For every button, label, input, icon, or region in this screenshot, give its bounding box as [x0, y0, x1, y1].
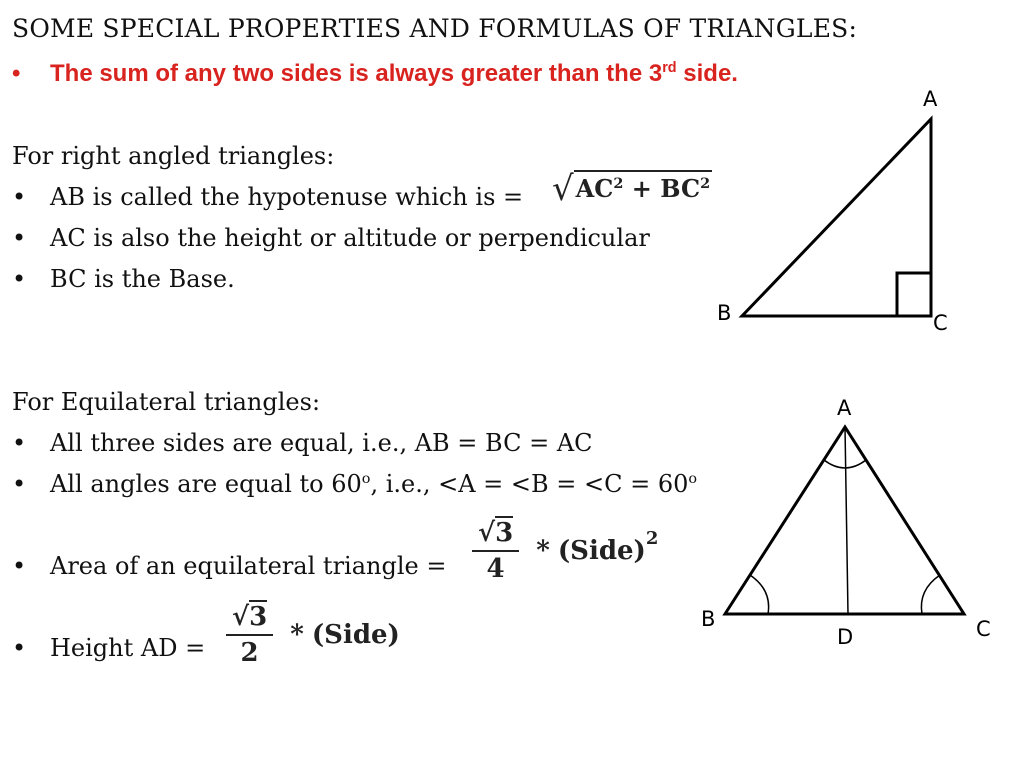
radicand-term-1: AC [575, 174, 614, 203]
area-label: Area of an equilateral triangle = [50, 552, 447, 580]
altitude-item [12, 224, 650, 252]
triangle-inequality-tail: side. [676, 60, 738, 87]
bullet-marker: • [12, 265, 27, 293]
triangle-inequality-text: The sum of any two sides is always greater than the 3 [50, 60, 663, 87]
height-formula [226, 602, 400, 668]
equilateral-heading: For Equilateral triangles: [12, 388, 321, 416]
right-triangle-heading: For right angled triangles: [12, 142, 335, 170]
angles-equal-text-2: , i.e., <A = <B = <C = 60 [370, 470, 689, 498]
bullet-marker: • [12, 429, 27, 457]
radicand-exponent-2: 2 [700, 175, 711, 192]
altitude-line [845, 427, 848, 614]
vertex-label-b: B [701, 607, 716, 631]
hypotenuse-text: AB is called the hypotenuse which is = [50, 183, 524, 211]
base-item [12, 265, 235, 293]
bullet-marker: • [12, 552, 27, 580]
sides-equal-text: All three sides are equal, i.e., AB = BC = AC [50, 429, 593, 457]
bullet-marker: • [12, 60, 21, 87]
hypotenuse-item [12, 183, 523, 211]
radical-sign: √ [552, 169, 574, 209]
multiply-operator: * [536, 536, 550, 566]
ordinal-suffix: rd [662, 60, 677, 76]
degree-sign: o [361, 471, 371, 487]
right-angle-marker [897, 273, 931, 316]
radicand-term-2: BC [660, 174, 701, 203]
base-text: BC is the Base. [50, 265, 235, 293]
side-term: (Side) [557, 536, 646, 566]
bullet-marker: • [12, 634, 27, 662]
side-exponent: 2 [645, 528, 659, 549]
radicand: 3 [249, 602, 268, 632]
sides-equal-item [12, 429, 593, 457]
radicand-exponent-1: 2 [613, 175, 624, 192]
bullet-marker: • [12, 183, 27, 211]
hypotenuse-formula [552, 170, 712, 208]
angles-equal-text: All angles are equal to 60 [50, 470, 362, 498]
altitude-text: AC is also the height or altitude or perpendicular [50, 224, 650, 252]
plus-operator: + [623, 174, 661, 203]
bullet-marker: • [12, 224, 27, 252]
bullet-marker: • [12, 470, 27, 498]
side-term: (Side) [311, 620, 400, 650]
equilateral-triangle-diagram [690, 390, 1010, 660]
height-item [12, 634, 205, 662]
vertex-label-b: B [717, 301, 732, 325]
point-label-d: D [837, 625, 854, 649]
radical-sign: √ [232, 602, 250, 632]
fraction-numerator [226, 602, 273, 636]
radicand: 3 [495, 518, 514, 548]
area-fraction [472, 518, 519, 584]
area-formula [472, 518, 658, 584]
area-item [12, 552, 446, 580]
angle-arc-b [750, 575, 769, 614]
radical-sign: √ [478, 518, 496, 548]
right-triangle-diagram [700, 80, 980, 350]
height-label: Height AD = [50, 634, 206, 662]
page-title: SOME SPECIAL PROPERTIES AND FORMULAS OF TRIANGLES: [12, 14, 858, 43]
vertex-label-a: A [837, 396, 852, 420]
triangle-inequality-bullet [12, 60, 738, 88]
radicand [574, 170, 712, 206]
vertex-label-c: C [933, 311, 948, 335]
angles-equal-item [12, 470, 697, 498]
angle-arc-c [921, 575, 940, 614]
vertex-label-a: A [923, 87, 938, 111]
square-root [552, 170, 712, 208]
vertex-label-c: C [976, 617, 991, 641]
fraction-numerator [472, 518, 519, 552]
degree-sign: o [688, 471, 698, 487]
fraction-denominator: 2 [240, 638, 259, 668]
fraction-denominator: 4 [486, 554, 505, 584]
height-fraction [226, 602, 273, 668]
right-triangle-shape [742, 119, 931, 316]
multiply-operator: * [290, 620, 304, 650]
